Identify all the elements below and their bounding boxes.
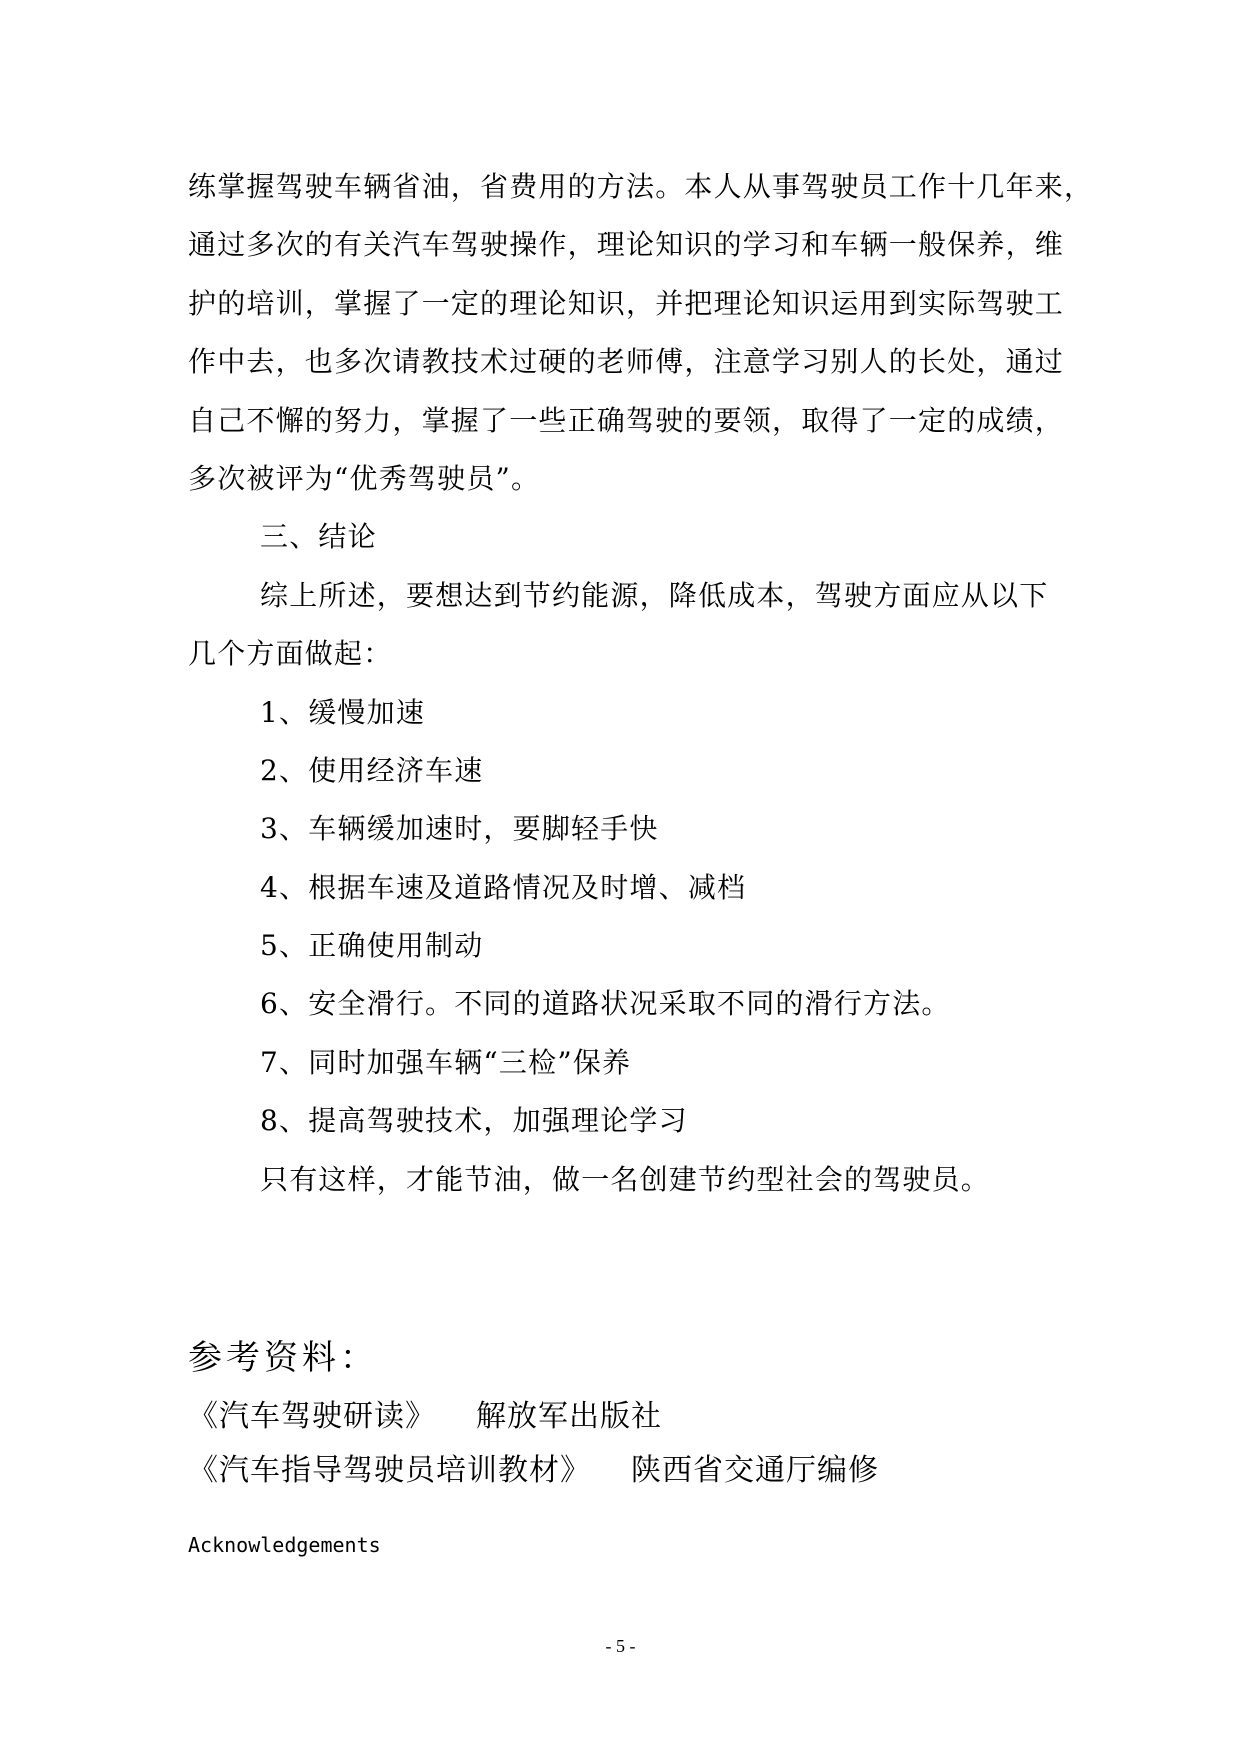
body-line: 几个方面做起：	[188, 637, 393, 671]
body-line: 综上所述，要想达到节约能源，降低成本，驾驶方面应从以下	[260, 578, 1049, 612]
page-number: - 5 -	[605, 1636, 636, 1656]
list-item: 2、使用经济车速	[260, 753, 484, 787]
body-line: 多次被评为“优秀驾驶员”。	[188, 461, 541, 495]
reference-publisher: 解放军出版社	[476, 1399, 662, 1434]
section-heading: 三、结论	[260, 520, 377, 554]
body-line: 练掌握驾驶车辆省油，省费用的方法。本人从事驾驶员工作十几年来，	[188, 170, 1094, 203]
list-item: 5、正确使用制动	[260, 929, 484, 963]
closing-line: 只有这样，才能节油，做一名创建节约型社会的驾驶员。	[260, 1162, 991, 1196]
list-item: 7、同时加强车辆“三检”保养	[260, 1045, 632, 1079]
body-line: 护的培训，掌握了一定的理论知识，并把理论知识运用到实际驾驶工	[188, 286, 1065, 320]
reference-item	[188, 1444, 1088, 1498]
list-item: 4、根据车速及道路情况及时增、减档	[260, 870, 747, 904]
body-line: 作中去，也多次请教技术过硬的老师傅，注意学习别人的长处，通过	[188, 345, 1065, 379]
reference-publisher: 陕西省交通厅编修	[631, 1453, 879, 1488]
references-heading: 参考资料：	[188, 1338, 378, 1378]
list-item: 1、缓慢加速	[260, 695, 426, 729]
list-item: 3、车辆缓加速时，要脚轻手快	[260, 812, 659, 846]
references-section	[188, 1326, 1088, 1498]
list-item: 6、安全滑行。不同的道路状况采取不同的滑行方法。	[260, 987, 951, 1021]
reference-title: 《汽车指导驾驶员培训教材》	[188, 1453, 591, 1488]
reference-title: 《汽车驾驶研读》	[188, 1399, 436, 1434]
body-line: 通过多次的有关汽车驾驶操作，理论知识的学习和车辆一般保养，维	[188, 228, 1065, 262]
body-text	[188, 158, 1094, 1209]
list-item: 8、提高驾驶技术，加强理论学习	[260, 1104, 688, 1138]
reference-item	[188, 1390, 1088, 1444]
body-line: 自己不懈的努力，掌握了一些正确驾驶的要领，取得了一定的成绩，	[188, 403, 1065, 437]
acknowledgements-heading: Acknowledgements	[188, 1533, 381, 1557]
